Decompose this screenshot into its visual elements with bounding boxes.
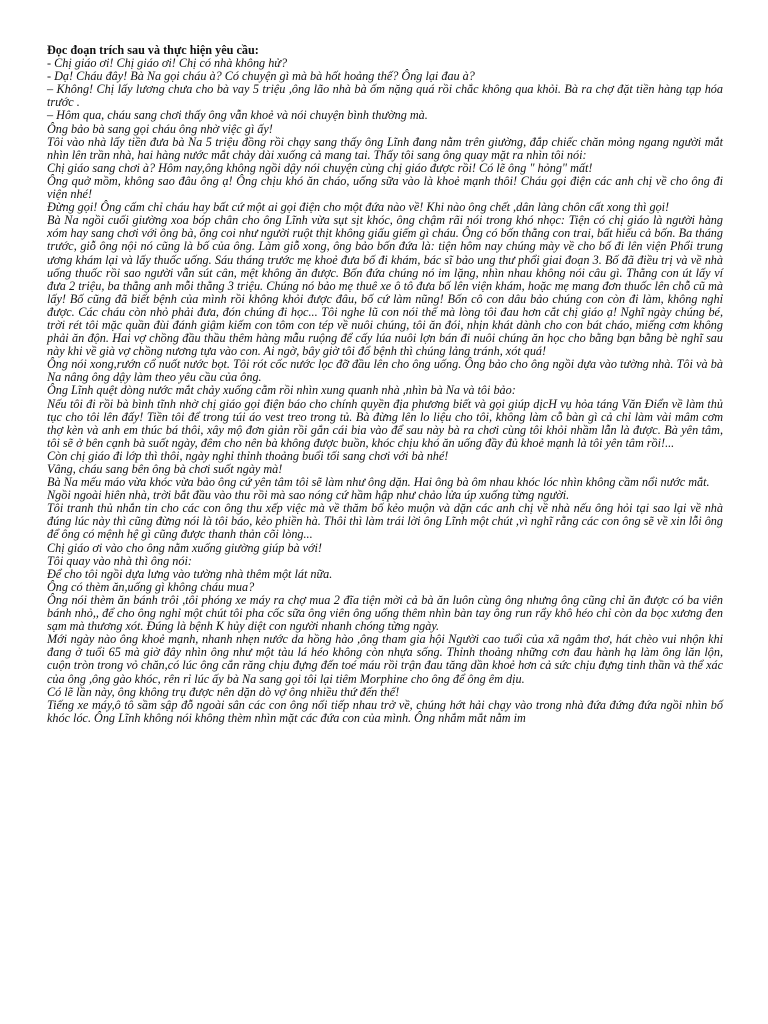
paragraph: Bà Na ngồi cuối giường xoa bóp chân cho ông Lĩnh vừa sụt sịt khóc, ông chậm rãi nói trong khó nhọc: Tiện có chị giáo là người hàng xóm hay sang chơi với ông bà, ông coi như người ruột thịt không giấu giếm gì cháu. Ông có bốn thằng con trai, bất hiếu cả bốn. Ba tháng trước, giỗ ông nội nó cũng là bố của ông. Làm giỗ xong, ông bảo bốn đứa là: tiện hôm nay chúng mày về cho bố đi lên viện Phổi trung ương khám lại và lấy thuốc uống. Sáu tháng trước mẹ khoẻ đưa bố đi khám, bác sĩ bảo ung thư phổi giai đoạn 3. Bố đã điều trị và về nhà uống thuốc rồi sao người vẫn sút cân, mệt không ăn được. Bốn đứa chúng nó im lặng, nhìn nhau không nói câu gì. Thằng con út lấy ví đưa 2 triệu, ba thằng anh mỗi thằng 3 triệu. Chúng nó bảo mẹ thuê xe ô tô đưa bố lên viện khám, hoặc mẹ mang đơn thuốc lên chỗ cũ mà lấy! Bố cũng đã biết bệnh của mình rồi không khỏi được đâu, bố cứ làm nũng! Bốn cô con dâu bảo chúng con còn đi làm, không nghỉ được. Các cháu còn nhỏ phải đưa, đón chúng đi học... Tôi nghe lũ con nói thế mà lòng tôi đau hơn cắt chị giáo ạ! Nghĩ ngày chúng bé, trời rét tôi mặc quần đùi đánh giậm kiếm con tôm con tép về nuôi chúng, tôi ăn đói, nhịn khát dành cho con bát cháo, miếng cơm không phải ăn độn. Hai vợ chồng đầu thầu thêm hàng mẫu ruộng để cấy lúa nuôi lợn bán đi nuôi chúng ăn học cho bằng bạn bằng bè nghĩ sau này khi về già vợ chồng nương tựa vào con. Ai ngờ, bây giờ tôi đổ bệnh thì chúng lảng tránh, xót quá! bbox=[47, 213, 723, 359]
paragraph: Còn chị giáo đi lớp thì thôi, ngày nghỉ thỉnh thoảng buổi tối sang chơi với bà nhé! bbox=[47, 448, 449, 463]
paragraph: – Hôm qua, cháu sang chơi thấy ông vẫn khoẻ và nói chuyện bình thường mà. bbox=[47, 108, 428, 123]
paragraph-list bbox=[47, 57, 723, 725]
paragraph: Chị giáo sang chơi à? Hôm nay,ông không ngồi dậy nói chuyện cùng chị giáo được rồi! Có lẽ ông " hỏng" mất! bbox=[47, 160, 593, 175]
document-body bbox=[47, 44, 723, 725]
paragraph: Nếu tôi đi rồi bà bình tĩnh nhờ chị giáo gọi điện báo cho chính quyền địa phương biết và gọi giúp dịcH vụ hỏa táng Văn Điển về làm thủ tục cho tôi lên đấy! Tiền tôi để trong túi áo vest treo trong tủ. Bà đừng lên lo liệu cho tôi, không làm cỗ bàn gì cả chỉ làm vài mâm cơm thợ kèn và anh em thúc bá thôi, xây mộ đơn giản rồi gắn cái bia vào để sau này bà ra chơi cùng tôi khỏi nhầm lẫn là được. Bà yên tâm, tôi sẽ ở bên cạnh bà suốt ngày, đêm cho nên bà không được buồn, khóc chịu khó ăn uống đầy đủ khoẻ mạnh là tôi yên tâm rồi!... bbox=[47, 396, 723, 450]
paragraph: Tôi tranh thủ nhắn tin cho các con ông thu xếp việc mà về thăm bố kẻo muộn và dặn các anh chị về nhà nếu ông hỏi tại sao lại về nhà đúng lúc này thì cũng đừng nói là tôi báo, kẻo phiền hà. Thôi thì làm trái lời ông Lĩnh một chút ,vì nghĩ rằng các con ông sẽ về xin lỗi ông để ông có mệnh hệ gì cũng được thanh thản cõi lòng... bbox=[47, 501, 723, 542]
paragraph: Ông bảo bà sang gọi cháu ông nhờ việc gì ấy! bbox=[47, 121, 273, 136]
paragraph: Tôi vào nhà lấy tiền đưa bà Na 5 triệu đồng rồi chạy sang thấy ông Lĩnh đang nằm trên giường, đắp chiếc chăn mỏng ngang người mắt nhìn lên trần nhà, hai hàng nước mắt chảy dài xuống cả mang tai. Thấy tôi sang ông quay mặt ra nhìn tôi nói: bbox=[47, 134, 723, 162]
paragraph: Mới ngày nào ông khoẻ mạnh, nhanh nhẹn nước da hồng hào ,ông tham gia hội Người cao tuổi của xã ngâm thơ, hát chèo vui nhộn khi đang ở tuổi 65 mà giờ đây nhìn ông như một tàu lá héo không còn nhựa sống. Thỉnh thoảng những cơn đau hành hạ làm ông lăn lộn, cuộn tròn trong vỏ chăn,có lúc ông cắn răng chịu đựng đến toé máu rồi trận đau tăng dần khoẻ hơn cả sức chịu đựng tinh thần và thể xác của ông ,ông gào khóc, rên rỉ lúc ấy bà Na sang gọi tôi lại tiêm Morphine cho ông để ông êm dịu. bbox=[47, 632, 723, 686]
paragraph: Đừng gọi! Ông cấm chỉ cháu hay bất cứ một ai gọi điện cho một đứa nào về! Khi nào ông chết ,dân làng chôn cất xong thì gọi! bbox=[47, 200, 670, 215]
paragraph: Ngồi ngoài hiên nhà, trời bắt đầu vào thu rồi mà sao nóng cứ hầm hập như chảo lửa úp xuống từng người. bbox=[47, 488, 570, 503]
paragraph: - Dạ! Cháu đây! Bà Na gọi cháu à? Có chuyện gì mà bà hốt hoảng thế? Ông lại đau à? bbox=[47, 69, 475, 84]
paragraph: - Chị giáo ơi! Chị giáo ơi! Chị có nhà không hử? bbox=[47, 56, 288, 71]
paragraph: Vâng, cháu sang bên ông bà chơi suốt ngày mà! bbox=[47, 462, 283, 476]
paragraph: Ông Lĩnh quệt dòng nước mắt chảy xuống cằm rồi nhìn xung quanh nhà ,nhìn bà Na và tôi bảo: bbox=[47, 383, 516, 398]
paragraph: Tiếng xe máy,ô tô sầm sập đỗ ngoài sân các con ông nối tiếp nhau trở về, chúng hớt hải chạy vào trong nhà đứa đứng đứa ngồi nhìn bố khóc lóc. Ông Lĩnh không nói không thèm nhìn mặt các đứa con của mình. Ông nhắm mắt nằm im bbox=[47, 697, 723, 725]
document-heading: Đọc đoạn trích sau và thực hiện yêu cầu: bbox=[47, 43, 259, 57]
paragraph: Ông nói thèm ăn bánh trôi ,tôi phóng xe máy ra chợ mua 2 đĩa tiện mời cả bà ăn luôn cùng ông nhưng ông cũng chỉ ăn được có ba viên bánh nhỏ,, để cho ông nghỉ một chút tôi pha cốc sữa ông viên ông uống thêm nhìn bàn tay ông run rẩy khô héo chỉ còn da bọc xương đen sạm mà thương xót. Đúng là bệnh K hủy diệt con người nhanh chóng từng ngày. bbox=[47, 592, 723, 634]
paragraph: Ông quở mồm, không sao đâu ông ạ! Ông chịu khó ăn cháo, uống sữa vào là khoẻ mạnh thôi! Cháu gọi điện các anh chị về cho ông đi viện nhé! bbox=[47, 173, 723, 202]
paragraph: Có lẽ lần này, ông không trụ được nên dặn dò vợ ông nhiều thứ đến thế! bbox=[47, 684, 400, 699]
paragraph: – Không! Chị lấy lương chưa cho bà vay 5 triệu ,ông lão nhà bà ốm nặng quá rồi chắc không qua khỏi. Bà ra chợ đặt tiền hàng tạp hóa trước . bbox=[47, 82, 723, 110]
paragraph: Ông nói xong,rướn cổ nuốt nước bọt. Tôi rót cốc nước lọc đỡ đầu lên cho ông uống. Ông bảo cho ông ngồi dựa vào tường nhà. Tôi và bà Na nâng ông dậy làm theo yêu cầu của ông. bbox=[47, 357, 723, 385]
paragraph: Tôi quay vào nhà thì ông nói: bbox=[47, 553, 192, 568]
paragraph: Bà Na mếu máo vừa khóc vừa bảo ông cứ yên tâm tôi sẽ làm như ông dặn. Hai ông bà ôm nhau khóc lóc nhìn không cầm nổi nước mắt. bbox=[47, 475, 710, 490]
paragraph: Chị giáo ơi vào cho ông nằm xuống giường giúp bà với! bbox=[47, 540, 322, 555]
paragraph: Ông có thèm ăn,uống gì không cháu mua? bbox=[47, 579, 255, 594]
paragraph: Để cho tôi ngồi dựa lưng vào tường nhà thêm một lát nữa. bbox=[47, 566, 333, 581]
